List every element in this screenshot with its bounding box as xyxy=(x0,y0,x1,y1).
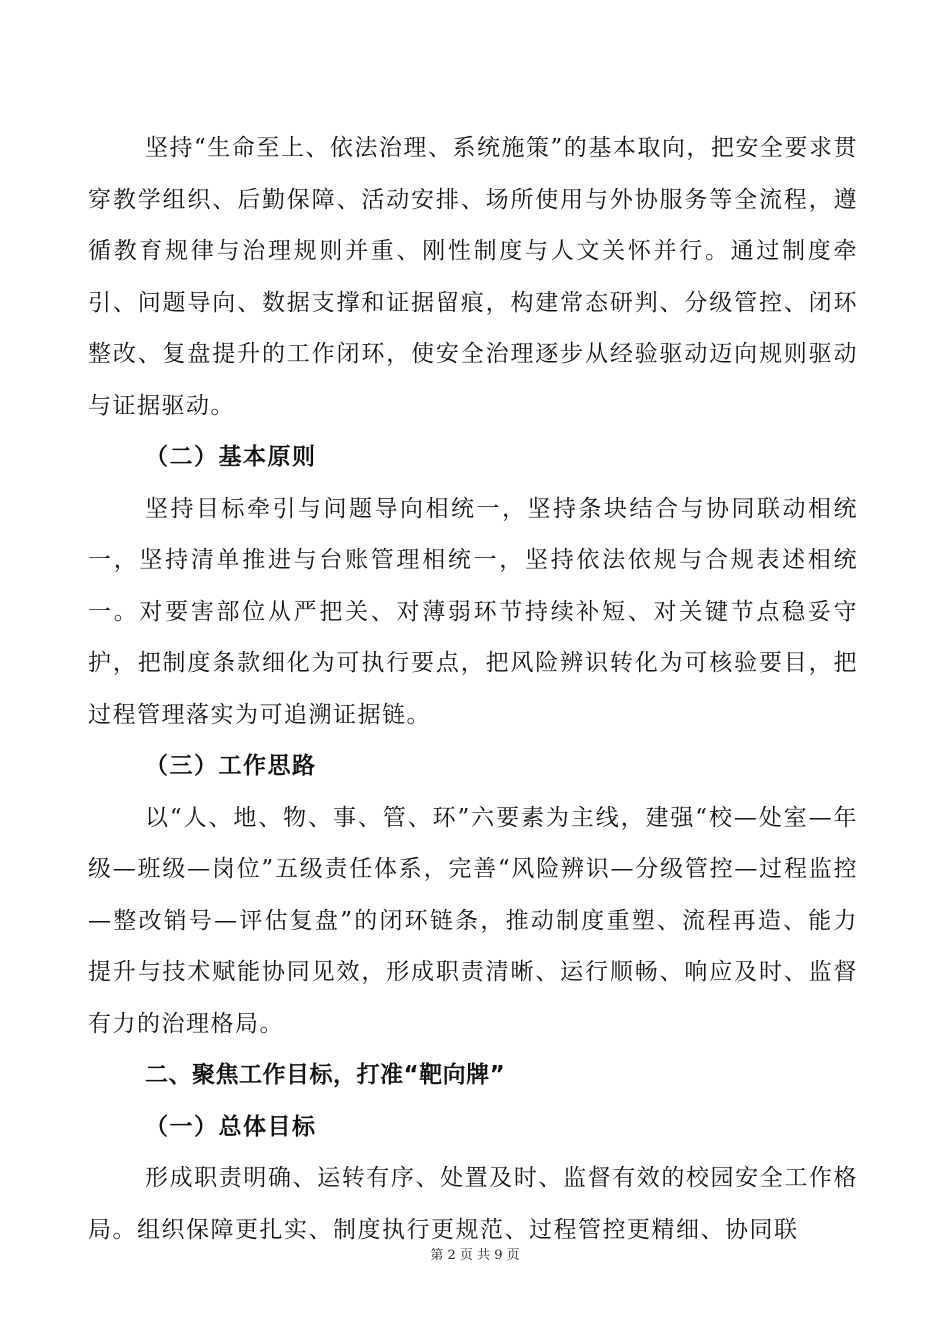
document-body xyxy=(88,123,858,1256)
subheading-basic-principles: （二）基本原则 xyxy=(145,444,317,470)
paragraph-basic-principles: 坚持目标牵引与问题导向相统一，坚持条块结合与协同联动相统一，坚持清单推进与台账管理相统一，坚持依法依规与合规表述相统一。对要害部位从严把关、对薄弱环节持续补短、对关键节点稳妥守护，把制度条款细化为可执行要点，把风险辨识转化为可核验要目，把过程管理落实为可追溯证据链。 xyxy=(88,495,858,728)
paragraph-overall-goal: 形成职责明确、运转有序、处置及时、监督有效的校园安全工作格局。组织保障更扎实、制度执行更规范、过程管控更精细、协同联 xyxy=(88,1165,858,1243)
subheading-overall-goal: （一）总体目标 xyxy=(145,1113,317,1140)
subheading-work-approach: （三）工作思路 xyxy=(145,753,317,779)
paragraph-basic-orientation: 坚持“生命至上、依法治理、系统施策”的基本取向，把安全要求贯穿教学组织、后勤保障、活动安排、场所使用与外协服务等全流程，遵循教育规律与治理规则并重、刚性制度与人文关怀并行。通过制度牵引、问题导向、数据支撑和证据留痕，构建常态研判、分级管控、闭环整改、复盘提升的工作闭环，使安全治理逐步从经验驱动迈向规则驱动与证据驱动。 xyxy=(88,135,858,419)
page-number-footer: 第 2 页 共 9 页 xyxy=(430,1248,520,1263)
section-heading-work-goals: 二、聚焦工作目标，打准“靶向牌” xyxy=(145,1062,506,1088)
paragraph-work-approach: 以“人、地、物、事、管、环”六要素为主线，建强“校—处室—年级—班级—岗位”五级责任体系，完善“风险辨识—分级管控—过程监控—整改销号—评估复盘”的闭环链条，推动制度重塑、流程再造、能力提升与技术赋能协同见效，形成职责清晰、运行顺畅、响应及时、监督有力的治理格局。 xyxy=(88,804,858,1037)
